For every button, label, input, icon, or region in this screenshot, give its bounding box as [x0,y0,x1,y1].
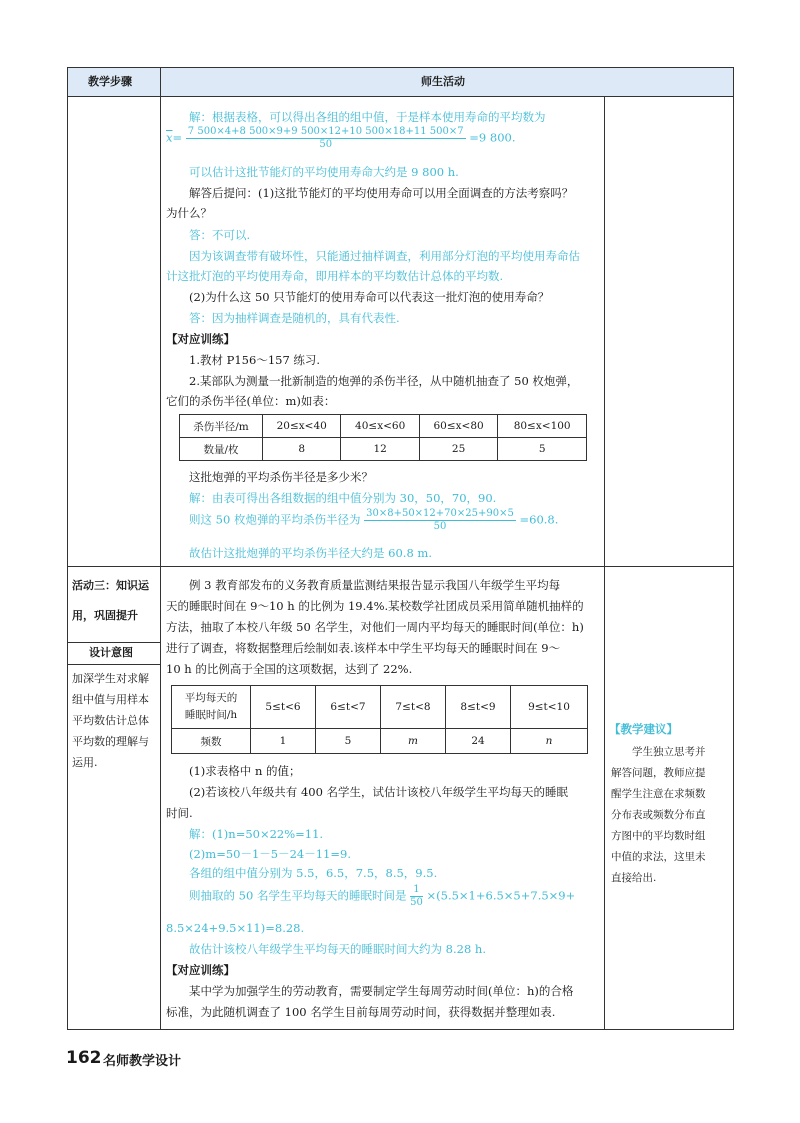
radius-fraction [364,508,516,533]
example-question-1: (1)求表格中 n 的值； [189,764,301,778]
example-solution-4-pre: 则抽取的 50 名学生平均每天的睡眠时间是 [189,888,407,903]
table-header-bottom [67,96,734,97]
reason-b: 计这批灯泡的平均使用寿命，即用样本的平均数估计总体的平均数. [166,269,504,283]
training-2-a: 某中学为加强学生的劳动教育，需要制定学生每周劳动时间(单位：h)的合格 [189,984,574,998]
radius-solution-1: 解：由表可得出各组数据的组中值分别为 30，50，70，90. [189,491,497,505]
sleep-interval: 7≤t<8 [381,686,446,729]
design-divider-bottom [67,664,160,665]
frequency-cell: 5 [316,729,381,754]
example-line-1: 例 3 教育部发布的义务教育质量监测结果报告显示我国八年级学生平均每 [189,578,561,592]
sleep-fraction-numerator: 1 [410,884,423,897]
mean-fraction-denominator: 50 [319,139,333,150]
table-border-left [67,67,68,1030]
design-text [72,668,149,773]
suggestion-line: 方图中的平均数时组 [611,830,706,842]
example-line-3: 方法，抽取了本校八年级 50 名学生，对他们一周内平均每天的睡眠时间(单位：h) [166,620,584,634]
sleep-interval: 6≤t<7 [316,686,381,729]
count-header: 数量/枚 [180,438,263,461]
example-line-5: 10 h 的比例高于全国的这项数据，达到了 22%. [166,662,413,676]
mean-fraction [186,126,466,151]
mean-result: =9 800. [469,130,516,145]
radius-solution-3: 故估计这批炮弹的平均杀伤半径大约是 60.8 m. [189,546,432,560]
sleep-interval: 5≤t<6 [251,686,316,729]
table-border-top [67,67,734,68]
header-step: 教学步骤 [88,75,132,88]
frequency-header: 频数 [172,729,251,754]
solution-intro: 解：根据表格，可以得出各组的组中值，于是样本使用寿命的平均数为 [189,110,546,124]
design-divider-top [67,642,160,643]
example-line-2: 天的睡眠时间在 9～10 h 的比例为 19.4%.某校数学社团成员采用简单随机抽样的 [166,599,584,613]
example-solution-4 [189,884,575,909]
sleep-fraction-denominator: 50 [410,897,423,908]
training-2-b: 标准，为此随机调查了 100 名学生目前每周劳动时间，获得数据并整理如表. [166,1005,556,1019]
radius-cell: 40≤x<60 [341,415,419,438]
example-solution-3: 各组的组中值分别为 5.5，6.5，7.5，8.5，9.5. [189,866,438,880]
sleep-interval: 8≤t<9 [446,686,511,729]
frequency-cell: n [511,729,588,754]
radius-solution-2-pre: 则这 50 枚炮弹的平均杀伤半径为 [189,512,361,527]
table-border-bottom [67,1029,734,1030]
question-1-b: 为什么？ [166,206,212,220]
example-solution-5: 故估计该校八年级学生平均每天的睡眠时间大约为 8.28 h. [189,942,486,956]
count-cell: 5 [498,438,587,461]
xbar-symbol: $\overline{x}$ [166,130,173,145]
design-line: 组中值与用样本 [72,693,149,706]
suggestion-line: 解答问题，教师应提 [611,767,706,779]
suggestion-line: 醒学生注意在求频数 [611,788,706,800]
reason-a: 因为该调查带有破坏性，只能通过抽样调查，利用部分灯泡的平均使用寿命估 [189,249,580,263]
radius-solution-2 [189,508,558,533]
suggestion-text [611,742,706,889]
example-question-2-a: (2)若该校八年级共有 400 名学生，试估计该校八年级学生平均每天的睡眠 [189,785,569,799]
example-line-4: 进行了调查，将数据整理后绘制如表.该样本中学生平均每天的睡眠时间在 9～ [166,641,561,655]
suggestion-line: 分布表或频数分布直 [611,809,706,821]
mean-formula [166,126,515,151]
example-solution-1: 解：(1)n=50×22%=11. [189,827,324,841]
question-1-a: 解答后提问：(1)这批节能灯的平均使用寿命可以用全面调查的方法考察吗？ [189,186,574,200]
frequency-cell: 1 [251,729,316,754]
training-item-2-a: 2.某部队为测量一批新制造的炮弹的杀伤半径，从中随机抽查了 50 枚炮弹， [189,374,579,388]
sleep-header-b: 睡眠时间/h [184,709,238,721]
sleep-interval: 9≤t<10 [511,686,588,729]
book-title: 名师教学设计 [103,1054,182,1069]
sleep-table [171,685,588,754]
radius-fraction-denominator: 50 [433,521,447,532]
design-title: 设计意图 [89,646,133,659]
table-col-divider-1 [160,67,161,1030]
question-2: (2)为什么这 50 只节能灯的使用寿命可以代表这一批灯泡的使用寿命？ [189,290,550,304]
suggestion-line: 学生独立思考并 [632,746,706,758]
radius-question: 这批炮弹的平均杀伤半径是多少米？ [189,470,373,484]
table-row-divider [67,566,734,567]
radius-cell: 60≤x<80 [419,415,497,438]
header-activity: 师生活动 [421,75,465,88]
count-cell: 12 [341,438,419,461]
count-cell: 8 [263,438,341,461]
design-line: 平均数估计总体 [72,714,149,727]
header-row [67,67,733,96]
design-line: 平均数的理解与 [72,735,149,748]
training-item-2-b: 它们的杀伤半径(单位：m)如表： [166,394,336,408]
answer-2: 答：因为抽样调查是随机的，具有代表性. [189,311,400,325]
mean-fraction-numerator: 7 500×4+8 500×9+9 500×12+10 500×18+11 500×7 [187,126,464,137]
training-item-1: 1.教材 P156～157 练习. [189,353,321,367]
design-line: 运用. [72,756,98,769]
suggestion-title: 【教学建议】 [609,722,678,736]
example-solution-2: (2)m=50－1－5－24－11=9. [189,847,351,861]
page-number: 162 [66,1048,102,1068]
design-line: 加深学生对求解 [72,672,149,685]
activity-title-b: 用，巩固提升 [72,609,138,622]
sleep-fraction [410,884,423,909]
estimate-line: 可以估计这批节能灯的平均使用寿命大约是 9 800 h. [189,165,459,179]
example-question-2-b: 时间. [166,806,193,820]
table-border-right [733,67,734,1030]
radius-table [179,414,587,461]
radius-cell: 80≤x<100 [498,415,587,438]
activity-title-a: 活动三：知识运 [72,579,149,592]
sleep-header [172,686,251,729]
training-title-2: 【对应训练】 [166,963,235,977]
count-cell: 25 [419,438,497,461]
example-solution-4-b: 8.5×24+9.5×11)=8.28. [166,921,305,935]
frequency-cell: m [381,729,446,754]
table-col-divider-2 [604,96,605,1030]
radius-solution-2-post: =60.8. [519,512,559,527]
answer-1: 答：不可以. [189,228,251,242]
example-solution-4-post: ×(5.5×1+6.5×5+7.5×9+ [426,888,576,903]
training-title-1: 【对应训练】 [166,332,235,346]
frequency-cell: 24 [446,729,511,754]
sleep-header-a: 平均每天的 [184,692,238,704]
radius-header: 杀伤半径/m [180,415,263,438]
suggestion-line: 中值的求法，这里未 [611,851,706,863]
xbar-equals: = [172,130,183,145]
radius-fraction-numerator: 30×8+50×12+70×25+90×5 [366,508,514,519]
suggestion-line: 直接给出. [611,872,657,884]
radius-cell: 20≤x<40 [263,415,341,438]
